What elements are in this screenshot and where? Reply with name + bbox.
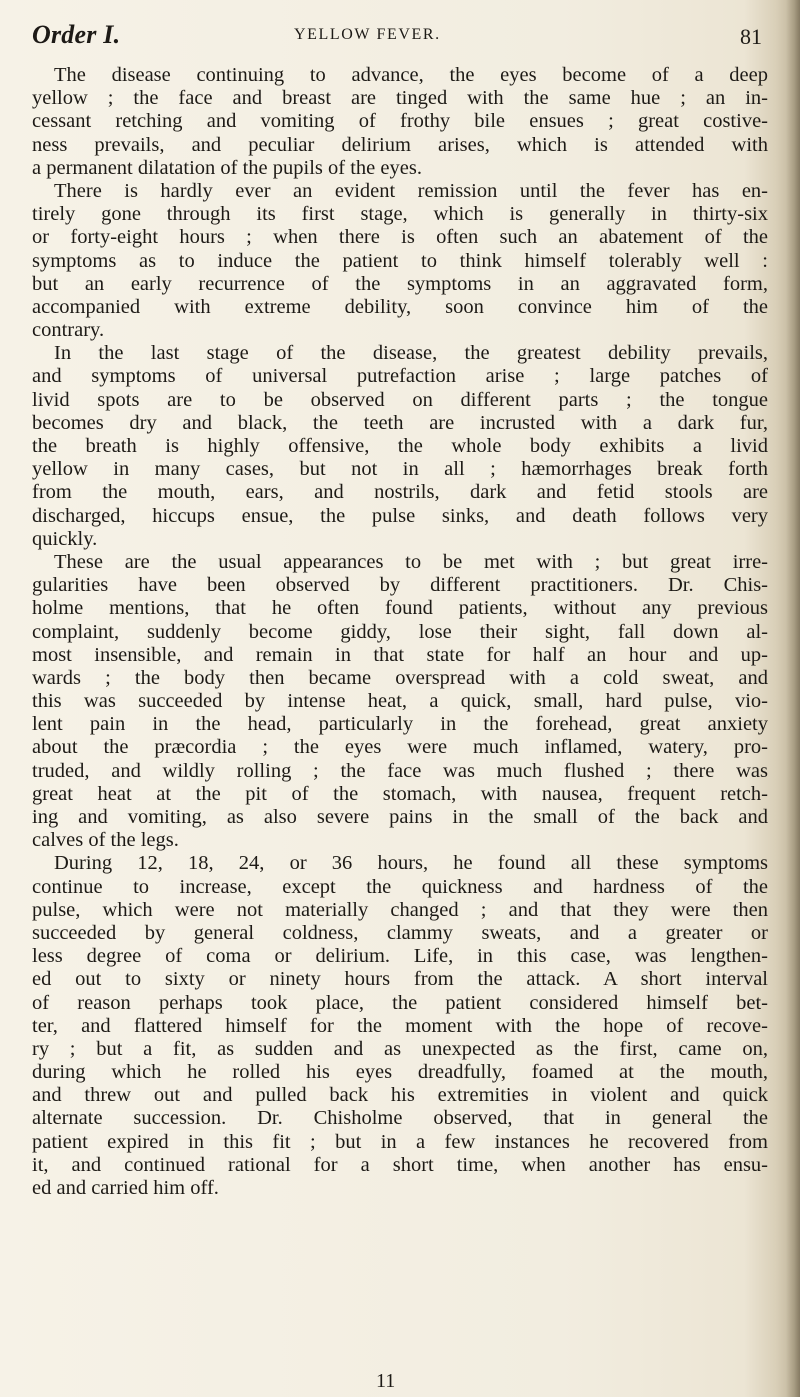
text-line: less degree of coma or delirium. Life, in this case, was lengthen-: [32, 945, 768, 968]
text-line: In the last stage of the disease, the greatest debility prevails,: [54, 342, 768, 365]
header-title: YELLOW FEVER.: [294, 26, 441, 43]
text-line: These are the usual appearances to be met with ; but great irre-: [54, 550, 768, 573]
text-line: lent pain in the head, particularly in the forehead, great anxiety: [32, 713, 768, 736]
text-line: or forty-eight hours ; when there is often such an abatement of the: [32, 226, 768, 249]
text-line: complaint, suddenly become giddy, lose their sight, fall down al-: [32, 620, 768, 643]
text-line: about the præcordia ; the eyes were much inflamed, watery, pro-: [32, 736, 768, 759]
text-line: ing and vomiting, as also severe pains in the small of the back and: [32, 806, 768, 828]
text-line: gularities have been observed by different practitioners. Dr. Chis-: [32, 574, 768, 597]
page-number-top: 81: [740, 24, 762, 49]
text-line: holme mentions, that he often found patients, without any previous: [32, 597, 768, 620]
signature-mark: 11: [376, 1370, 396, 1392]
text-line: tirely gone through its first stage, which is generally in thirty-six: [32, 203, 768, 226]
text-line: discharged, hiccups ensue, the pulse sinks, and death follows very: [32, 504, 768, 527]
text-line: ry ; but a fit, as sudden and as unexpected as the first, came on,: [32, 1037, 768, 1060]
text-line: from the mouth, ears, and nostrils, dark and fetid stools are: [32, 481, 768, 504]
text-line: The disease continuing to advance, the eyes become of a deep: [54, 64, 768, 86]
binding-edge: [786, 0, 800, 1397]
text-line: cessant retching and vomiting of frothy bile ensues ; great costive-: [32, 110, 768, 133]
text-line: patient expired in this fit ; but in a few instances he recovered from: [32, 1130, 768, 1153]
text-line: ter, and flattered himself for the moment with the hope of recove-: [32, 1014, 768, 1037]
text-line: There is hardly ever an evident remission until the fever has en-: [54, 179, 768, 202]
text-line: pulse, which were not materially changed ; and that they were then: [32, 898, 768, 921]
text-line: continue to increase, except the quickness and hardness of the: [32, 875, 768, 898]
header-order: Order I.: [32, 20, 121, 49]
text-line: calves of the legs.: [32, 829, 179, 852]
text-line: wards ; the body then became overspread with a cold sweat, and: [32, 666, 768, 689]
text-line: yellow ; the face and breast are tinged with the same hue ; an in-: [32, 87, 768, 110]
text-line: this was succeeded by intense heat, a quick, small, hard pulse, vio-: [32, 690, 768, 713]
text-line: most insensible, and remain in that state for half an hour and up-: [32, 643, 768, 666]
text-line: yellow in many cases, but not in all ; hæmorrhages break forth: [32, 458, 768, 481]
text-line: symptoms as to induce the patient to think himself tolerably well :: [32, 249, 768, 272]
text-line: becomes dry and black, the teeth are incrusted with a dark fur,: [32, 411, 768, 434]
text-line: quickly.: [32, 527, 98, 550]
text-line: contrary.: [32, 319, 105, 342]
text-line: a permanent dilatation of the pupils of the eyes.: [32, 156, 422, 179]
running-header: [32, 16, 768, 56]
text-line: the breath is highly offensive, the whole body exhibits a livid: [32, 435, 768, 457]
text-line: succeeded by general coldness, clammy sweats, and a greater or: [32, 921, 768, 944]
text-line: it, and continued rational for a short time, when another has ensu-: [32, 1153, 768, 1176]
text-line: ness prevails, and peculiar delirium arises, which is attended with: [32, 133, 768, 156]
text-line: and threw out and pulled back his extremities in violent and quick: [32, 1084, 768, 1107]
text-line: great heat at the pit of the stomach, with nausea, frequent retch-: [32, 782, 768, 805]
text-line: livid spots are to be observed on different parts ; the tongue: [32, 388, 768, 411]
text-line: of reason perhaps took place, the patient considered himself bet-: [32, 991, 768, 1014]
text-line: alternate succession. Dr. Chisholme observed, that in general the: [32, 1107, 768, 1130]
text-line: during which he rolled his eyes dreadfully, foamed at the mouth,: [32, 1061, 768, 1084]
text-line: and symptoms of universal putrefaction arise ; large patches of: [32, 365, 768, 388]
text-line: During 12, 18, 24, or 36 hours, he found all these symptoms: [54, 852, 768, 875]
text-line: ed and carried him off.: [32, 1177, 219, 1199]
text-line: accompanied with extreme debility, soon convince him of the: [32, 295, 768, 318]
body-text: [32, 64, 768, 1200]
text-line: truded, and wildly rolling ; the face was much flushed ; there was: [32, 759, 768, 782]
text-line: but an early recurrence of the symptoms in an aggravated form,: [32, 272, 768, 295]
text-line: ed out to sixty or ninety hours from the attack. A short interval: [32, 968, 768, 991]
